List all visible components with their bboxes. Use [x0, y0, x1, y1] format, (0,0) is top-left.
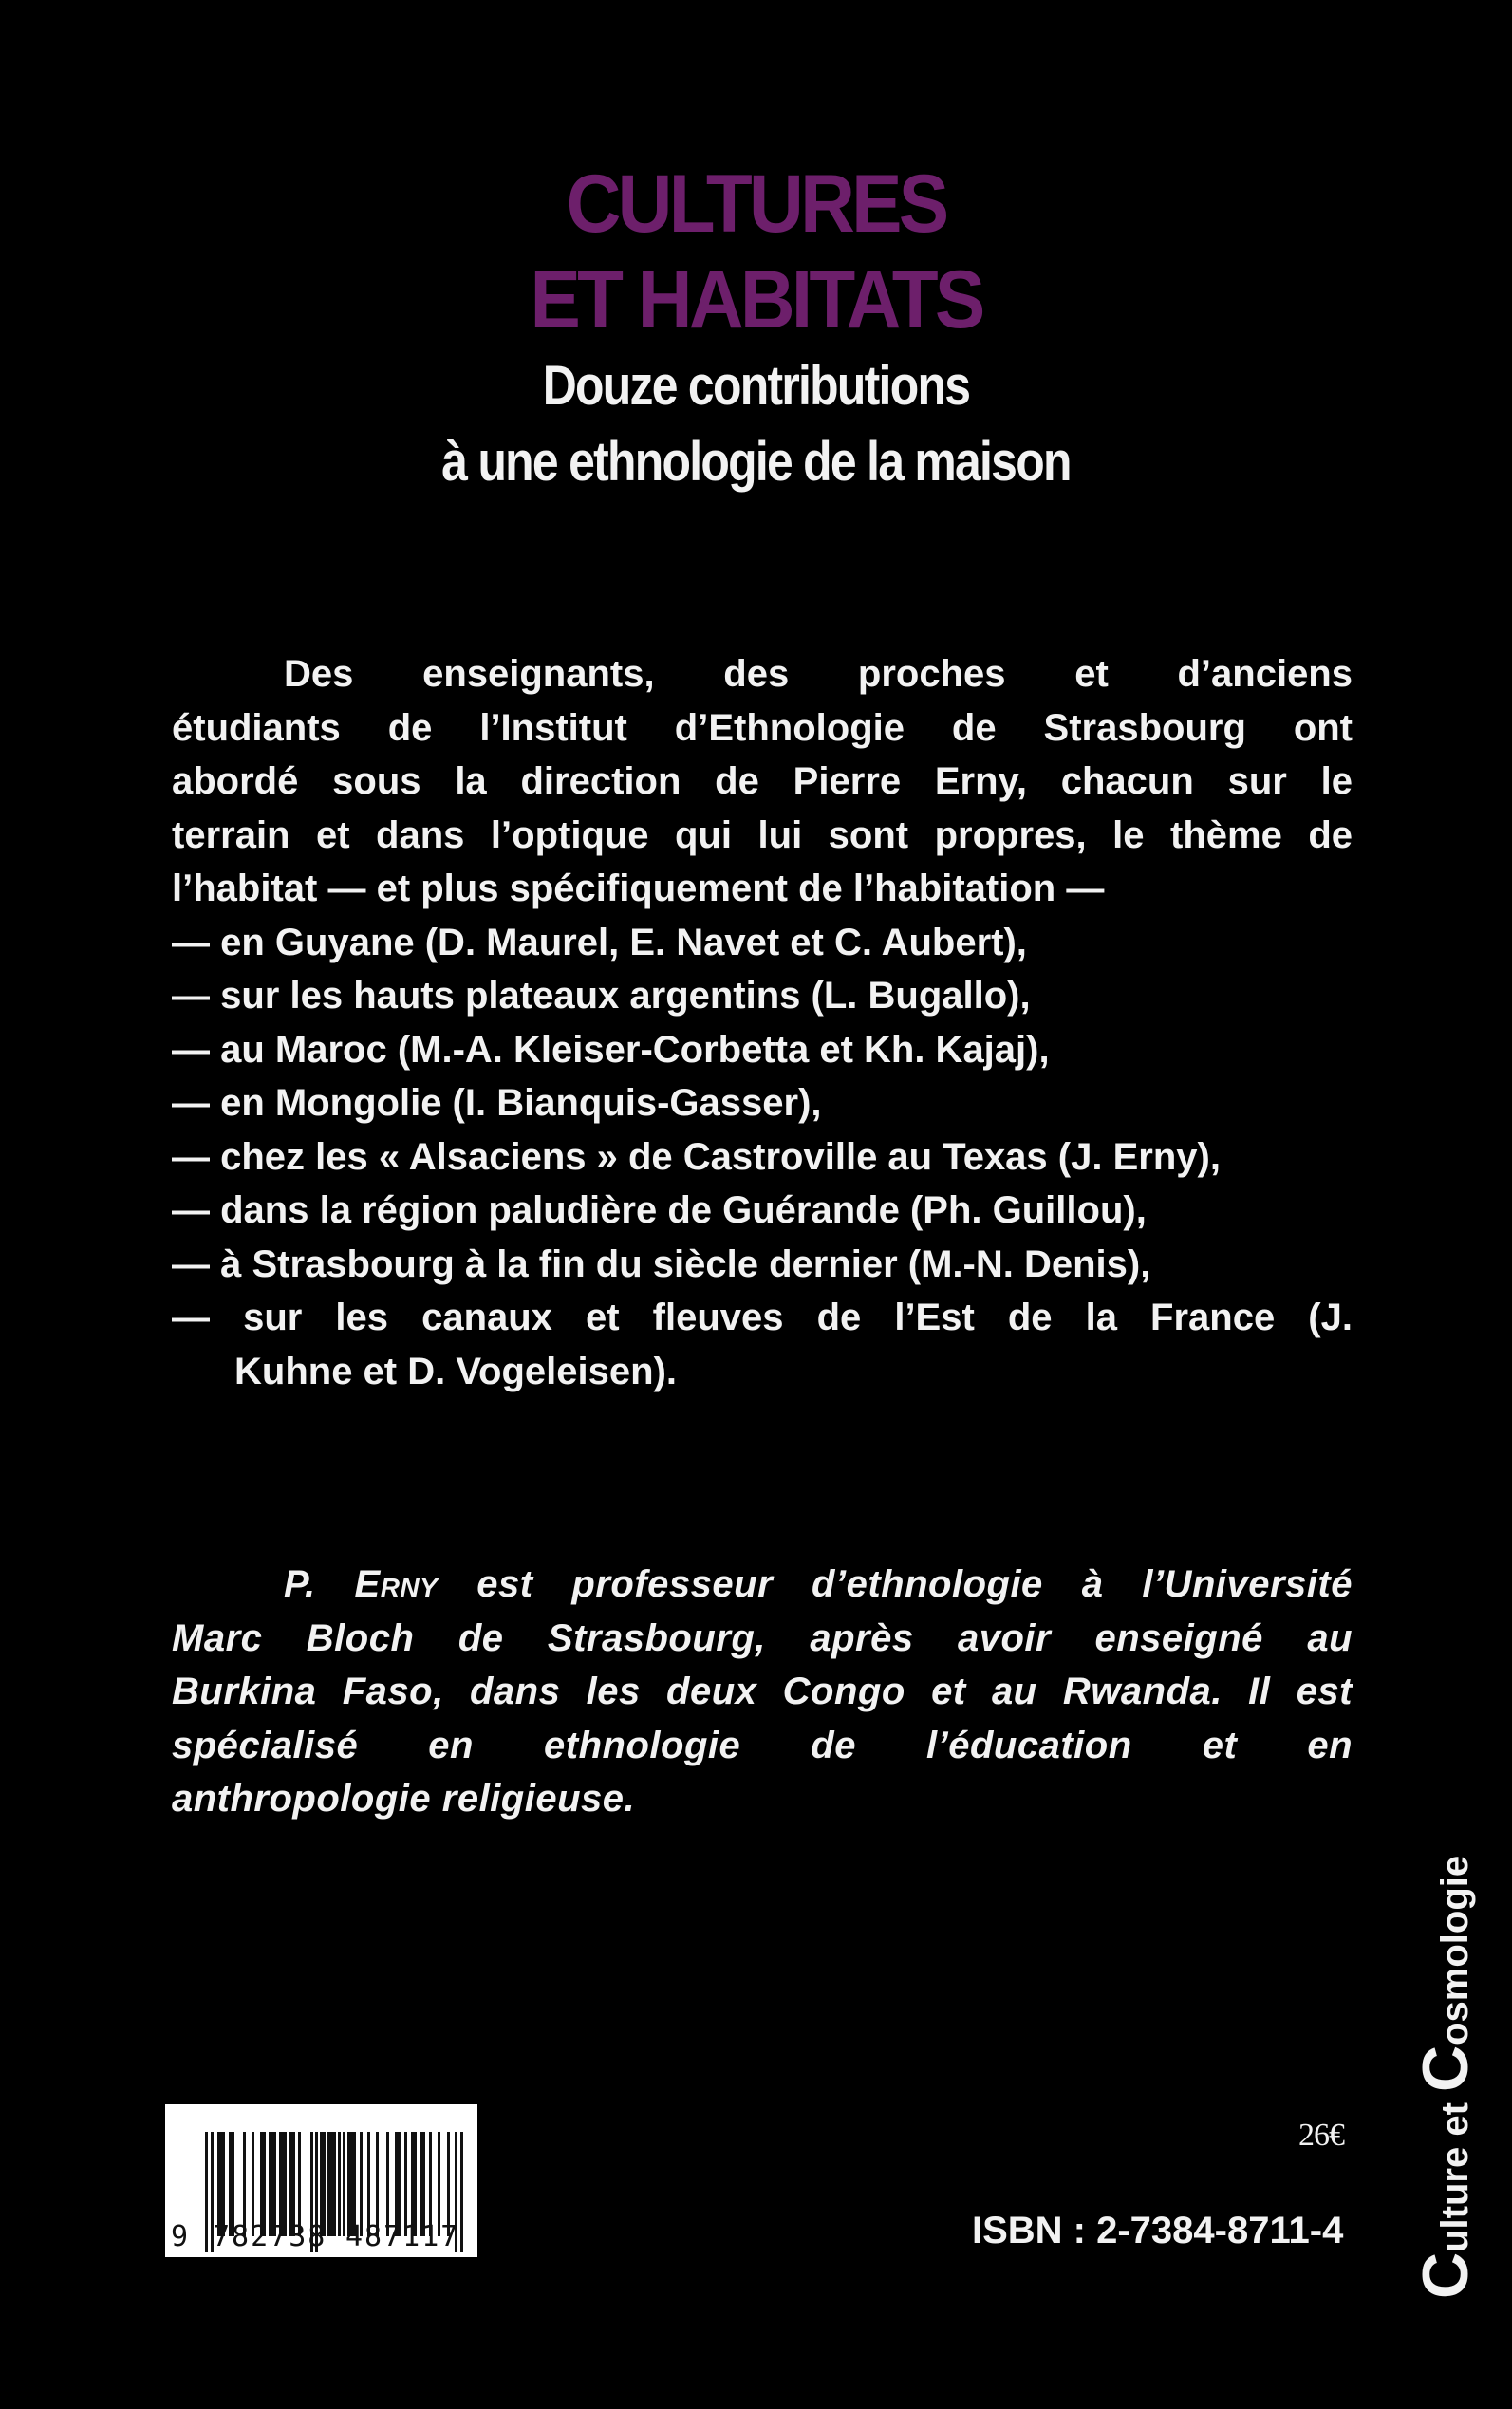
- book-title-line-2: ET HABITATS: [530, 254, 982, 345]
- contribution-item: — à Strasbourg à la fin du siècle dernier (M.-N. Denis),: [172, 1242, 1151, 1285]
- blurb-line: étudiants de l’Institut d’Ethnologie de Strasbourg ont: [172, 706, 1353, 749]
- author-name: Erny: [354, 1563, 439, 1605]
- barcode-right-digits: 487117: [345, 2220, 460, 2253]
- contribution-item: — en Mongolie (I. Bianquis-Gasser),: [172, 1082, 822, 1124]
- contribution-item: — dans la région paludière de Guérande (Ph. Guillou),: [172, 1189, 1147, 1231]
- blurb-line: l’habitat — et plus spécifiquement de l’habitation —: [172, 868, 1105, 909]
- bio-line: anthropologie religieuse.: [172, 1778, 636, 1820]
- bio-line: spécialisé en ethnologie de l’éducation et en: [172, 1724, 1353, 1766]
- contribution-item: — en Guyane (D. Maurel, E. Navet et C. Aubert),: [172, 921, 1027, 963]
- bio-line: [172, 1558, 1353, 1612]
- contribution-item: — sur les hauts plateaux argentins (L. Bugallo),: [172, 975, 1031, 1017]
- series-initial: C: [1409, 2251, 1482, 2299]
- author-initial: P.: [284, 1563, 316, 1605]
- book-subtitle-line-2: à une ethnologie de la maison: [441, 431, 1071, 493]
- book-subtitle-line-1: Douze contributions: [542, 355, 970, 417]
- book-title-line-1: CULTURES: [566, 159, 946, 250]
- price-label: 26€: [1298, 2118, 1344, 2153]
- series-initial: C: [1409, 2045, 1482, 2092]
- bio-line: Burkina Faso, dans les deux Congo et au Rwanda. Il est: [172, 1671, 1353, 1712]
- isbn-label: ISBN : 2-7384-8711-4: [972, 2210, 1344, 2251]
- contribution-item-continuation: Kuhne et D. Vogeleisen).: [234, 1350, 677, 1392]
- contribution-item: — sur les canaux et fleuves de l’Est de la France (J.: [172, 1297, 1353, 1338]
- blurb-line: Des enseignants, des proches et d’anciens: [284, 653, 1353, 695]
- barcode-first-digit: 9: [171, 2220, 191, 2253]
- blurb-line: terrain et dans l’optique qui lui sont propres, le thème de: [172, 813, 1353, 856]
- bio-text: est professeur d’ethnologie à l’Université: [476, 1563, 1353, 1605]
- barcode-left-digits: 782738: [213, 2220, 327, 2253]
- ean-barcode: [165, 2104, 477, 2257]
- series-word: ulture et: [1434, 2091, 1476, 2252]
- contribution-item: — au Maroc (M.-A. Kleiser-Corbetta et Kh. Kajaj),: [172, 1028, 1050, 1071]
- bio-line: Marc Bloch de Strasbourg, après avoir enseigné au: [172, 1616, 1353, 1659]
- series-name-vertical: [1409, 1855, 1482, 2299]
- series-word: osmologie: [1434, 1855, 1476, 2045]
- contribution-item: — chez les « Alsaciens » de Castroville au Texas (J. Erny),: [172, 1135, 1221, 1178]
- author-bio-paragraph: [172, 1558, 1353, 1826]
- blurb-line: abordé sous la direction de Pierre Erny, chacun sur le: [172, 760, 1353, 802]
- blurb-paragraph: [172, 647, 1353, 1398]
